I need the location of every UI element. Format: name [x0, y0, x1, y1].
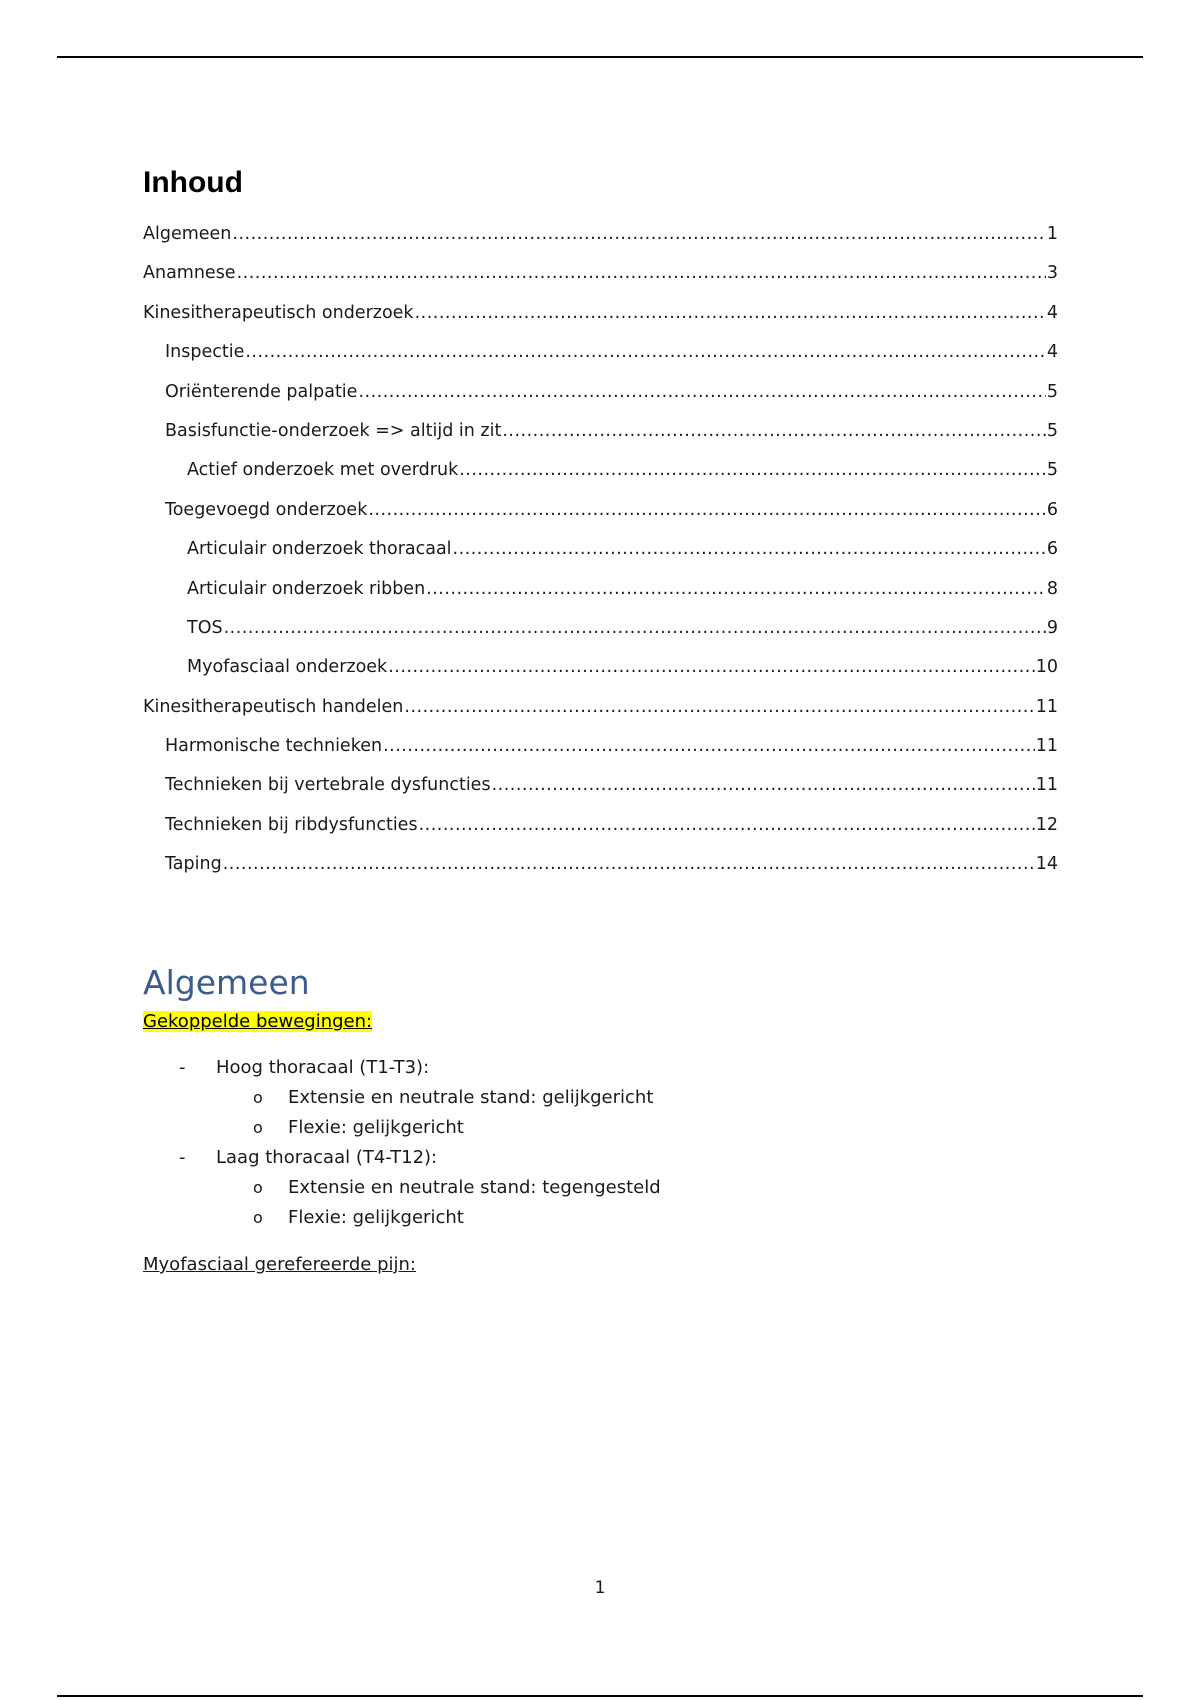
sub-bullet-text: Flexie: gelijkgericht — [288, 1117, 464, 1138]
toc-dot-leader — [383, 727, 1035, 766]
toc-entry[interactable] — [143, 766, 1058, 805]
circle-bullet-icon: o — [253, 1208, 263, 1227]
circle-bullet-icon: o — [253, 1178, 263, 1197]
toc-entry-label: Taping — [165, 854, 222, 875]
circle-bullet-icon: o — [253, 1088, 263, 1107]
sub-bullet-item — [143, 1203, 1043, 1233]
footer-rule — [57, 1695, 1143, 1697]
bullet-text: Laag thoracaal (T4-T12): — [216, 1147, 438, 1168]
toc-entry-label: TOS — [187, 617, 223, 638]
bullet-item — [143, 1143, 1043, 1173]
toc-entry[interactable] — [143, 845, 1058, 884]
toc-entry-label: Algemeen — [143, 224, 232, 244]
sub-bullet-text: Extensie en neutrale stand: gelijkgericht — [288, 1087, 654, 1108]
toc-dot-leader — [232, 215, 1045, 254]
table-of-contents — [143, 215, 1058, 885]
toc-entry[interactable] — [143, 451, 1058, 490]
toc-entry-label: Kinesitherapeutisch onderzoek — [143, 302, 414, 323]
sub-bullet-text: Flexie: gelijkgericht — [288, 1207, 464, 1228]
bullet-text: Hoog thoracaal (T1-T3): — [216, 1057, 430, 1078]
sub-bullet-item — [143, 1113, 1043, 1143]
page-number: 1 — [594, 1578, 606, 1598]
toc-dot-leader — [237, 254, 1046, 293]
toc-dot-leader — [388, 648, 1035, 687]
subheading: Myofasciaal gerefereerde pijn: — [143, 1254, 416, 1275]
toc-dot-leader — [419, 806, 1035, 845]
toc-entry-page: 5 — [1046, 381, 1058, 402]
toc-entry-label: Harmonische technieken — [165, 736, 383, 757]
toc-entry-page: 11 — [1035, 696, 1058, 717]
toc-dot-leader — [368, 491, 1046, 530]
toc-entry-page: 3 — [1046, 263, 1058, 284]
toc-entry[interactable] — [143, 806, 1058, 845]
toc-entry-label: Oriënterende palpatie — [165, 381, 358, 402]
toc-entry-page: 11 — [1035, 736, 1058, 757]
toc-entry-page: 12 — [1035, 814, 1058, 835]
toc-entry-page: 14 — [1035, 854, 1058, 875]
toc-entry-page: 8 — [1046, 578, 1058, 599]
toc-dot-leader — [502, 412, 1046, 451]
toc-entry[interactable] — [143, 648, 1058, 687]
toc-entry[interactable] — [143, 373, 1058, 412]
toc-entry-page: 5 — [1046, 420, 1058, 441]
toc-dot-leader — [223, 845, 1035, 884]
header-rule — [57, 56, 1143, 58]
toc-entry[interactable] — [143, 412, 1058, 451]
toc-dot-leader — [426, 570, 1046, 609]
toc-dot-leader — [415, 294, 1046, 333]
toc-entry[interactable] — [143, 570, 1058, 609]
dash-bullet-icon: - — [179, 1147, 186, 1168]
toc-entry-page: 9 — [1046, 617, 1058, 638]
toc-entry-label: Inspectie — [165, 342, 245, 363]
toc-entry-page: 4 — [1046, 302, 1058, 323]
toc-dot-leader — [492, 766, 1035, 805]
toc-entry-label: Articulair onderzoek ribben — [187, 578, 426, 599]
sub-bullet-item — [143, 1083, 1043, 1113]
toc-entry[interactable] — [143, 530, 1058, 569]
toc-entry-label: Kinesitherapeutisch handelen — [143, 696, 404, 717]
toc-dot-leader — [404, 688, 1034, 727]
section-heading: Algemeen — [143, 963, 310, 1002]
dash-bullet-icon: - — [179, 1057, 186, 1078]
toc-entry-label: Myofasciaal onderzoek — [187, 657, 388, 678]
toc-entry[interactable] — [143, 254, 1058, 293]
toc-entry[interactable] — [143, 491, 1058, 530]
toc-entry-label: Technieken bij ribdysfuncties — [165, 814, 418, 835]
toc-entry[interactable] — [143, 609, 1058, 648]
toc-dot-leader — [453, 530, 1046, 569]
toc-entry-label: Actief onderzoek met overdruk — [187, 460, 459, 481]
toc-entry[interactable] — [143, 215, 1058, 254]
highlighted-label-line — [143, 1010, 372, 1034]
toc-entry-label: Technieken bij vertebrale dysfuncties — [165, 775, 491, 796]
sub-bullet-text: Extensie en neutrale stand: tegengesteld — [288, 1177, 661, 1198]
toc-entry[interactable] — [143, 727, 1058, 766]
bullet-list — [143, 1053, 1043, 1233]
toc-entry-page: 6 — [1046, 539, 1058, 560]
toc-entry-label: Basisfunctie-onderzoek => altijd in zit — [165, 420, 502, 441]
highlighted-label: Gekoppelde bewegingen: — [143, 1011, 373, 1032]
toc-entry-label: Toegevoegd onderzoek — [165, 499, 368, 520]
toc-dot-leader — [224, 609, 1046, 648]
toc-entry-page: 6 — [1046, 499, 1058, 520]
toc-entry[interactable] — [143, 688, 1058, 727]
toc-entry[interactable] — [143, 333, 1058, 372]
toc-entry-label: Anamnese — [143, 263, 236, 284]
toc-entry-page: 5 — [1046, 460, 1058, 481]
sub-bullet-item — [143, 1173, 1043, 1203]
toc-entry-page: 1 — [1046, 224, 1058, 244]
circle-bullet-icon: o — [253, 1118, 263, 1137]
toc-entry-page: 10 — [1035, 657, 1058, 678]
toc-entry-page: 4 — [1046, 342, 1058, 363]
toc-entry-page: 11 — [1035, 775, 1058, 796]
toc-title: Inhoud — [143, 166, 243, 199]
toc-dot-leader — [358, 373, 1045, 412]
bullet-item — [143, 1053, 1043, 1083]
toc-dot-leader — [245, 333, 1046, 372]
toc-dot-leader — [459, 451, 1046, 490]
toc-entry[interactable] — [143, 294, 1058, 333]
toc-entry-label: Articulair onderzoek thoracaal — [187, 539, 452, 560]
